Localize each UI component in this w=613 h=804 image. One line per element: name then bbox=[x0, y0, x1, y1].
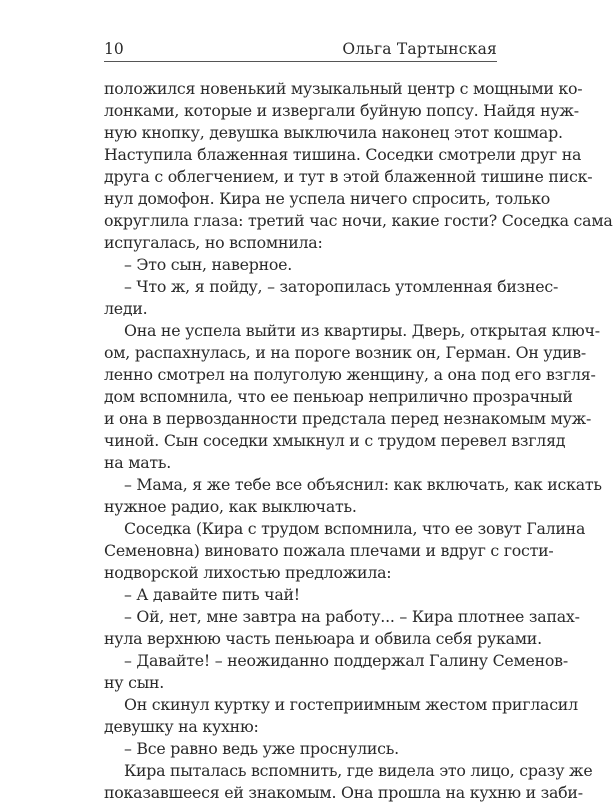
text-line: друга с облегчением, и тут в этой блаженной тишине писк- bbox=[104, 167, 593, 186]
text-line: нул домофон. Кира не успела ничего спросить, только bbox=[104, 189, 550, 208]
body-text bbox=[104, 78, 613, 804]
text-line: Наступила блаженная тишина. Соседки смотрели друг на bbox=[104, 145, 582, 164]
text-line: Кира пыталась вспомнить, где видела это лицо, сразу же bbox=[124, 761, 593, 780]
text-line: округлила глаза: третий час ночи, какие гости? Соседка сама bbox=[104, 211, 613, 230]
text-line: ную кнопку, девушка выключила наконец этот кошмар. bbox=[104, 123, 563, 142]
text-line: испугалась, но вспомнила: bbox=[104, 233, 323, 252]
text-line: – А давайте пить чай! bbox=[124, 585, 300, 604]
text-line: нужное радио, как выключать. bbox=[104, 497, 357, 516]
text-line: на мать. bbox=[104, 453, 172, 472]
text-line: положился новенький музыкальный центр с мощными ко- bbox=[104, 79, 583, 98]
text-line: и она в первозданности предстала перед незнакомым муж- bbox=[104, 409, 592, 428]
text-line: Соседка (Кира с трудом вспомнила, что ее зовут Галина bbox=[124, 519, 586, 538]
text-line: Семеновна) виновато пожала плечами и вдруг с гости- bbox=[104, 541, 554, 560]
page-header bbox=[104, 34, 497, 62]
text-line: ленно смотрел на полуголую женщину, а она под его взгля- bbox=[104, 365, 596, 384]
text-line: – Давайте! – неожиданно поддержал Галину Семенов- bbox=[124, 651, 568, 670]
text-line: – Все равно ведь уже проснулись. bbox=[124, 739, 399, 758]
page-number: 10 bbox=[104, 40, 124, 58]
text-line: показавшееся ей знакомым. Она прошла на кухню и заби- bbox=[104, 783, 583, 802]
text-line: лонками, которые и извергали буйную попсу. Найдя нуж- bbox=[104, 101, 579, 120]
header-rule bbox=[104, 61, 497, 62]
running-title: Ольга Тартынская bbox=[342, 40, 497, 58]
text-line: Она не успела выйти из квартиры. Дверь, открытая ключ- bbox=[124, 321, 600, 340]
text-line: – Ой, нет, мне завтра на работу... – Кира плотнее запах- bbox=[124, 607, 580, 626]
text-line: чиной. Сын соседки хмыкнул и с трудом перевел взгляд bbox=[104, 431, 566, 450]
text-line: Он скинул куртку и гостеприимным жестом пригласил bbox=[124, 695, 578, 714]
text-line: – Мама, я же тебе все объяснил: как включать, как искать bbox=[124, 475, 602, 494]
text-line: – Что ж, я пойду, – заторопилась утомленная бизнес- bbox=[124, 277, 559, 296]
text-line: леди. bbox=[104, 299, 148, 318]
text-line: ом, распахнулась, и на пороге возник он, Герман. Он удив- bbox=[104, 343, 586, 362]
text-line: дом вспомнила, что ее пеньюар неприлично прозрачный bbox=[104, 387, 573, 406]
text-line: девушку на кухню: bbox=[104, 717, 259, 736]
text-line: – Это сын, наверное. bbox=[124, 255, 292, 274]
text-line: ну сын. bbox=[104, 673, 165, 692]
text-line: нула верхнюю часть пеньюара и обвила себя руками. bbox=[104, 629, 542, 648]
text-line: нодворской лихостью предложила: bbox=[104, 563, 392, 582]
